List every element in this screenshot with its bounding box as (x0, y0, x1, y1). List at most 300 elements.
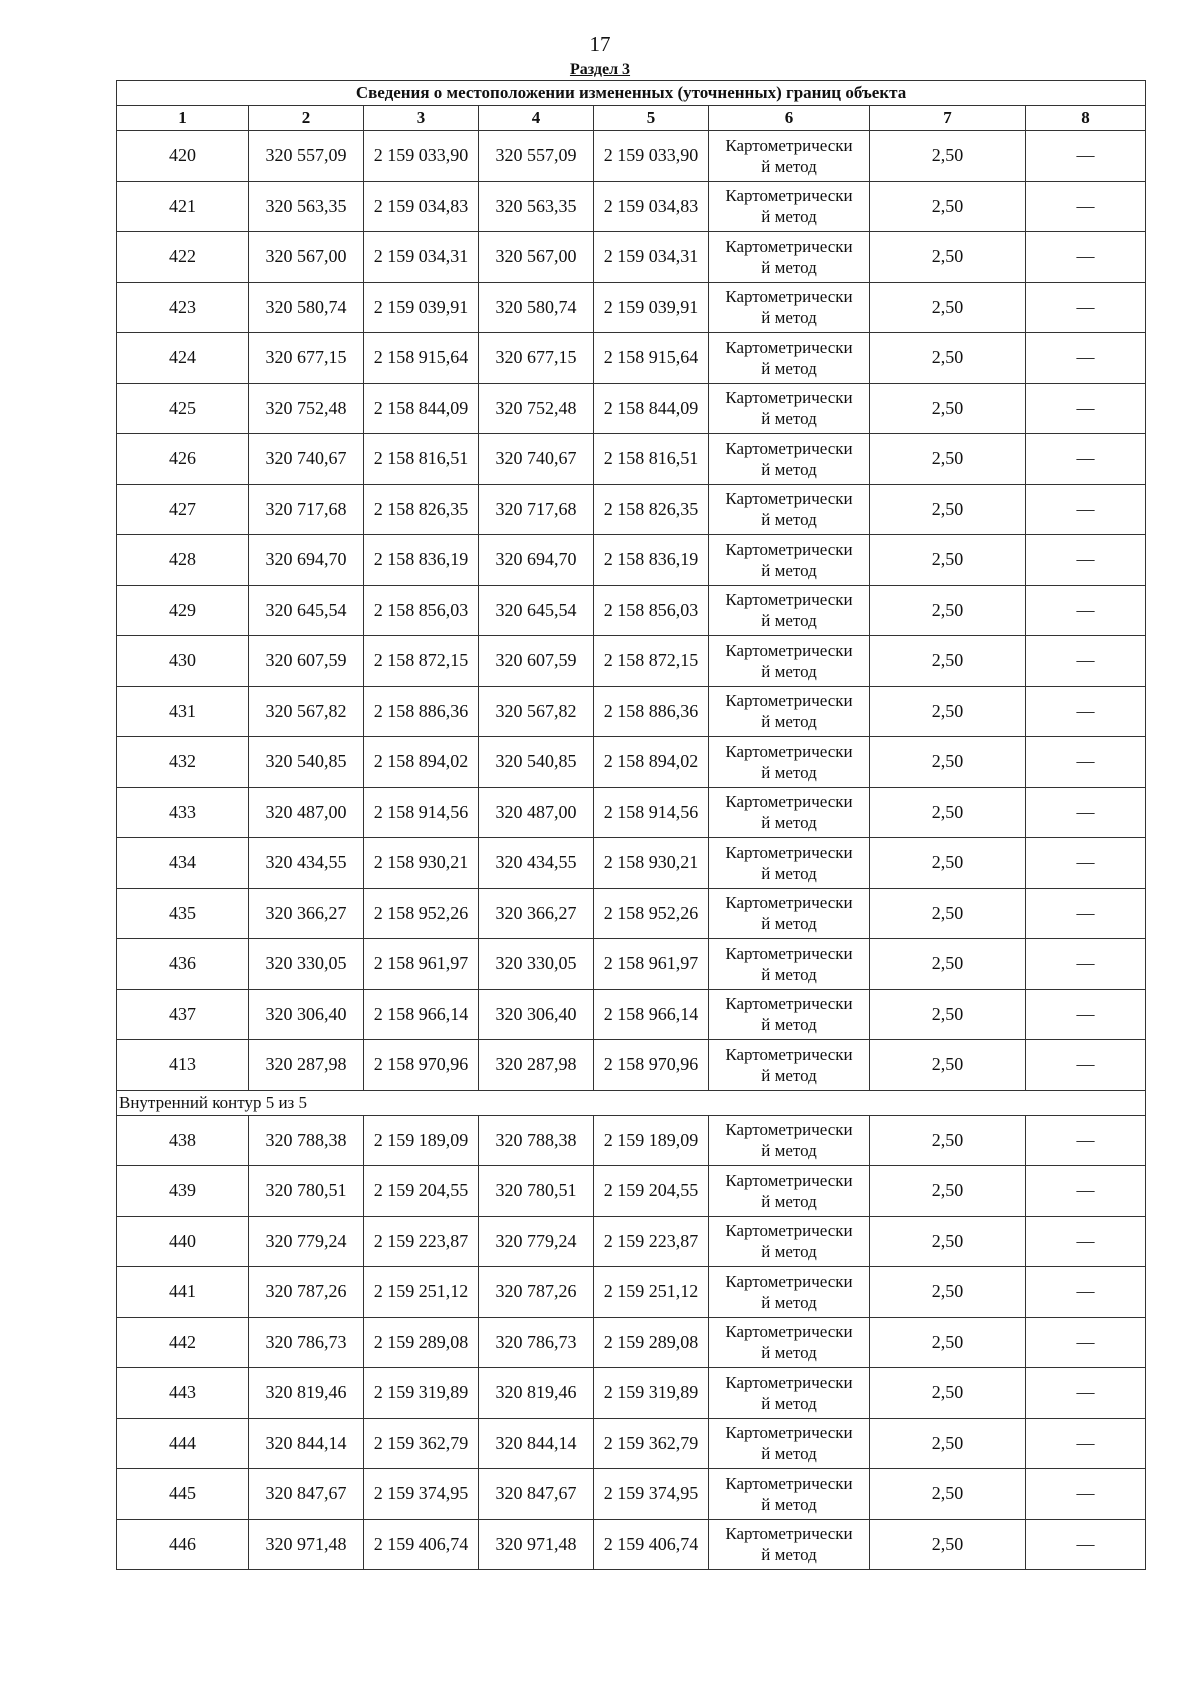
new-y-cell: 2 159 034,83 (594, 181, 709, 232)
existing-x-cell: 320 844,14 (249, 1418, 364, 1469)
column-number: 6 (709, 106, 870, 131)
existing-y-cell: 2 158 844,09 (364, 383, 479, 434)
method-text-line2: й метод (761, 560, 817, 580)
new-y-cell: 2 159 406,74 (594, 1519, 709, 1570)
new-x-cell: 320 366,27 (479, 888, 594, 939)
existing-y-cell: 2 158 856,03 (364, 585, 479, 636)
description-cell: — (1026, 686, 1146, 737)
precision-cell: 2,50 (870, 131, 1026, 182)
table-row (117, 585, 1146, 636)
new-x-cell: 320 330,05 (479, 939, 594, 990)
point-number-cell: 426 (117, 434, 249, 485)
method-text-line2: й метод (761, 1065, 817, 1085)
method-text-line2: й метод (761, 1141, 817, 1161)
point-number-cell: 437 (117, 989, 249, 1040)
existing-x-cell: 320 487,00 (249, 787, 364, 838)
method-cell (709, 1267, 870, 1318)
description-cell: — (1026, 1267, 1146, 1318)
new-y-cell: 2 158 914,56 (594, 787, 709, 838)
existing-x-cell: 320 694,70 (249, 535, 364, 586)
method-text-line2: й метод (761, 813, 817, 833)
column-number: 4 (479, 106, 594, 131)
table-row (117, 1469, 1146, 1520)
method-cell (709, 1115, 870, 1166)
precision-cell: 2,50 (870, 484, 1026, 535)
method-text-line1: Картометрически (725, 1120, 853, 1140)
point-number-cell: 425 (117, 383, 249, 434)
column-number: 8 (1026, 106, 1146, 131)
table-row (117, 1166, 1146, 1217)
precision-cell: 2,50 (870, 1368, 1026, 1419)
point-number-cell: 429 (117, 585, 249, 636)
description-cell: — (1026, 939, 1146, 990)
method-text-line2: й метод (761, 257, 817, 277)
method-cell (709, 787, 870, 838)
new-y-cell: 2 158 930,21 (594, 838, 709, 889)
precision-cell: 2,50 (870, 1519, 1026, 1570)
point-number-cell: 441 (117, 1267, 249, 1318)
new-x-cell: 320 563,35 (479, 181, 594, 232)
new-y-cell: 2 159 362,79 (594, 1418, 709, 1469)
existing-y-cell: 2 158 886,36 (364, 686, 479, 737)
new-y-cell: 2 158 894,02 (594, 737, 709, 788)
description-cell: — (1026, 1040, 1146, 1091)
precision-cell: 2,50 (870, 282, 1026, 333)
existing-y-cell: 2 158 914,56 (364, 787, 479, 838)
new-y-cell: 2 158 844,09 (594, 383, 709, 434)
existing-y-cell: 2 159 189,09 (364, 1115, 479, 1166)
new-x-cell: 320 787,26 (479, 1267, 594, 1318)
method-cell (709, 282, 870, 333)
precision-cell: 2,50 (870, 989, 1026, 1040)
method-cell (709, 1519, 870, 1570)
method-text-line2: й метод (761, 611, 817, 631)
point-number-cell: 443 (117, 1368, 249, 1419)
description-cell: — (1026, 1216, 1146, 1267)
new-y-cell: 2 159 223,87 (594, 1216, 709, 1267)
table-row (117, 535, 1146, 586)
precision-cell: 2,50 (870, 888, 1026, 939)
existing-x-cell: 320 287,98 (249, 1040, 364, 1091)
method-cell (709, 989, 870, 1040)
precision-cell: 2,50 (870, 1267, 1026, 1318)
method-cell (709, 1166, 870, 1217)
precision-cell: 2,50 (870, 1040, 1026, 1091)
new-x-cell: 320 780,51 (479, 1166, 594, 1217)
existing-y-cell: 2 158 915,64 (364, 333, 479, 384)
method-cell (709, 888, 870, 939)
table-row (117, 888, 1146, 939)
existing-x-cell: 320 971,48 (249, 1519, 364, 1570)
existing-y-cell: 2 158 816,51 (364, 434, 479, 485)
precision-cell: 2,50 (870, 737, 1026, 788)
method-text-line1: Картометрически (725, 1271, 853, 1291)
existing-x-cell: 320 787,26 (249, 1267, 364, 1318)
existing-x-cell: 320 306,40 (249, 989, 364, 1040)
method-text-line1: Картометрически (725, 135, 853, 155)
method-text-line1: Картометрически (725, 1322, 853, 1342)
table-row (117, 939, 1146, 990)
existing-x-cell: 320 563,35 (249, 181, 364, 232)
new-y-cell: 2 159 374,95 (594, 1469, 709, 1520)
column-number: 7 (870, 106, 1026, 131)
existing-x-cell: 320 607,59 (249, 636, 364, 687)
point-number-cell: 433 (117, 787, 249, 838)
method-text-line2: й метод (761, 459, 817, 479)
new-y-cell: 2 158 856,03 (594, 585, 709, 636)
method-text-line1: Картометрически (725, 236, 853, 256)
point-number-cell: 423 (117, 282, 249, 333)
point-number-cell: 421 (117, 181, 249, 232)
new-x-cell: 320 717,68 (479, 484, 594, 535)
new-x-cell: 320 752,48 (479, 383, 594, 434)
existing-y-cell: 2 158 966,14 (364, 989, 479, 1040)
description-cell: — (1026, 484, 1146, 535)
existing-y-cell: 2 159 374,95 (364, 1469, 479, 1520)
table-row (117, 282, 1146, 333)
new-x-cell: 320 847,67 (479, 1469, 594, 1520)
method-cell (709, 484, 870, 535)
method-text-line2: й метод (761, 358, 817, 378)
method-text-line2: й метод (761, 1015, 817, 1035)
description-cell: — (1026, 131, 1146, 182)
method-cell (709, 737, 870, 788)
description-cell: — (1026, 989, 1146, 1040)
new-y-cell: 2 159 033,90 (594, 131, 709, 182)
column-number: 1 (117, 106, 249, 131)
existing-x-cell: 320 788,38 (249, 1115, 364, 1166)
existing-y-cell: 2 158 952,26 (364, 888, 479, 939)
existing-x-cell: 320 752,48 (249, 383, 364, 434)
existing-y-cell: 2 159 251,12 (364, 1267, 479, 1318)
existing-x-cell: 320 366,27 (249, 888, 364, 939)
method-text-line2: й метод (761, 964, 817, 984)
method-text-line2: й метод (761, 1343, 817, 1363)
new-y-cell: 2 158 970,96 (594, 1040, 709, 1091)
precision-cell: 2,50 (870, 181, 1026, 232)
table-row (117, 1519, 1146, 1570)
description-cell: — (1026, 1317, 1146, 1368)
point-number-cell: 438 (117, 1115, 249, 1166)
existing-y-cell: 2 159 033,90 (364, 131, 479, 182)
method-text-line1: Картометрически (725, 1044, 853, 1064)
existing-y-cell: 2 158 961,97 (364, 939, 479, 990)
method-text-line1: Картометрически (725, 539, 853, 559)
description-cell: — (1026, 787, 1146, 838)
new-x-cell: 320 540,85 (479, 737, 594, 788)
method-cell (709, 1418, 870, 1469)
description-cell: — (1026, 1368, 1146, 1419)
method-cell (709, 939, 870, 990)
method-cell (709, 686, 870, 737)
new-x-cell: 320 971,48 (479, 1519, 594, 1570)
precision-cell: 2,50 (870, 333, 1026, 384)
description-cell: — (1026, 1469, 1146, 1520)
existing-y-cell: 2 159 223,87 (364, 1216, 479, 1267)
table-row (117, 434, 1146, 485)
method-text-line1: Картометрически (725, 943, 853, 963)
point-number-cell: 430 (117, 636, 249, 687)
point-number-cell: 432 (117, 737, 249, 788)
new-y-cell: 2 159 319,89 (594, 1368, 709, 1419)
new-x-cell: 320 557,09 (479, 131, 594, 182)
new-y-cell: 2 158 966,14 (594, 989, 709, 1040)
existing-y-cell: 2 159 289,08 (364, 1317, 479, 1368)
precision-cell: 2,50 (870, 1469, 1026, 1520)
method-text-line2: й метод (761, 914, 817, 934)
new-x-cell: 320 844,14 (479, 1418, 594, 1469)
table-row (117, 333, 1146, 384)
method-text-line2: й метод (761, 661, 817, 681)
table-row (117, 484, 1146, 535)
method-text-line1: Картометрически (725, 489, 853, 509)
table-row (117, 1267, 1146, 1318)
precision-cell: 2,50 (870, 1418, 1026, 1469)
method-text-line2: й метод (761, 156, 817, 176)
point-number-cell: 420 (117, 131, 249, 182)
table-row (117, 989, 1146, 1040)
method-text-line2: й метод (761, 1292, 817, 1312)
contour-label-row (117, 1090, 1146, 1115)
section-title: Раздел 3 (569, 61, 631, 78)
contour-label: Внутренний контур 5 из 5 (117, 1090, 1146, 1115)
description-cell: — (1026, 535, 1146, 586)
new-y-cell: 2 158 915,64 (594, 333, 709, 384)
existing-x-cell: 320 780,51 (249, 1166, 364, 1217)
new-y-cell: 2 158 826,35 (594, 484, 709, 535)
point-number-cell: 435 (117, 888, 249, 939)
table-row (117, 383, 1146, 434)
new-x-cell: 320 306,40 (479, 989, 594, 1040)
new-y-cell: 2 159 289,08 (594, 1317, 709, 1368)
point-number-cell: 431 (117, 686, 249, 737)
method-text-line2: й метод (761, 1494, 817, 1514)
existing-x-cell: 320 786,73 (249, 1317, 364, 1368)
existing-y-cell: 2 159 204,55 (364, 1166, 479, 1217)
point-number-cell: 440 (117, 1216, 249, 1267)
precision-cell: 2,50 (870, 383, 1026, 434)
precision-cell: 2,50 (870, 636, 1026, 687)
method-text-line2: й метод (761, 1393, 817, 1413)
existing-x-cell: 320 580,74 (249, 282, 364, 333)
table-row (117, 1418, 1146, 1469)
existing-y-cell: 2 158 826,35 (364, 484, 479, 535)
new-y-cell: 2 159 251,12 (594, 1267, 709, 1318)
new-x-cell: 320 487,00 (479, 787, 594, 838)
description-cell: — (1026, 838, 1146, 889)
method-text-line2: й метод (761, 1191, 817, 1211)
new-x-cell: 320 740,67 (479, 434, 594, 485)
table-row (117, 686, 1146, 737)
precision-cell: 2,50 (870, 232, 1026, 283)
method-cell (709, 636, 870, 687)
point-number-cell: 413 (117, 1040, 249, 1091)
method-text-line1: Картометрически (725, 1524, 853, 1544)
method-text-line2: й метод (761, 510, 817, 530)
table-caption-row (117, 81, 1146, 106)
table-row (117, 131, 1146, 182)
description-cell: — (1026, 1166, 1146, 1217)
point-number-cell: 434 (117, 838, 249, 889)
method-text-line1: Картометрически (725, 640, 853, 660)
description-cell: — (1026, 282, 1146, 333)
precision-cell: 2,50 (870, 1317, 1026, 1368)
precision-cell: 2,50 (870, 939, 1026, 990)
existing-x-cell: 320 717,68 (249, 484, 364, 535)
description-cell: — (1026, 232, 1146, 283)
new-x-cell: 320 788,38 (479, 1115, 594, 1166)
existing-x-cell: 320 677,15 (249, 333, 364, 384)
method-text-line2: й метод (761, 712, 817, 732)
method-text-line2: й метод (761, 1242, 817, 1262)
method-text-line1: Картометрически (725, 590, 853, 610)
method-cell (709, 1040, 870, 1091)
table-row (117, 838, 1146, 889)
method-text-line2: й метод (761, 1545, 817, 1565)
existing-y-cell: 2 158 894,02 (364, 737, 479, 788)
new-y-cell: 2 158 836,19 (594, 535, 709, 586)
existing-x-cell: 320 645,54 (249, 585, 364, 636)
existing-x-cell: 320 434,55 (249, 838, 364, 889)
method-text-line1: Картометрически (725, 792, 853, 812)
method-cell (709, 1469, 870, 1520)
method-cell (709, 1317, 870, 1368)
new-x-cell: 320 567,00 (479, 232, 594, 283)
existing-y-cell: 2 159 319,89 (364, 1368, 479, 1419)
precision-cell: 2,50 (870, 1115, 1026, 1166)
method-cell (709, 131, 870, 182)
new-y-cell: 2 158 952,26 (594, 888, 709, 939)
precision-cell: 2,50 (870, 686, 1026, 737)
table-row (117, 1368, 1146, 1419)
method-text-line1: Картометрически (725, 1221, 853, 1241)
new-x-cell: 320 677,15 (479, 333, 594, 384)
existing-y-cell: 2 159 362,79 (364, 1418, 479, 1469)
method-text-line2: й метод (761, 1444, 817, 1464)
point-number-cell: 427 (117, 484, 249, 535)
point-number-cell: 444 (117, 1418, 249, 1469)
point-number-cell: 424 (117, 333, 249, 384)
method-text-line2: й метод (761, 207, 817, 227)
new-x-cell: 320 287,98 (479, 1040, 594, 1091)
existing-x-cell: 320 779,24 (249, 1216, 364, 1267)
method-cell (709, 333, 870, 384)
new-x-cell: 320 645,54 (479, 585, 594, 636)
existing-y-cell: 2 159 034,83 (364, 181, 479, 232)
existing-x-cell: 320 540,85 (249, 737, 364, 788)
method-text-line1: Картометрически (725, 741, 853, 761)
description-cell: — (1026, 333, 1146, 384)
new-y-cell: 2 159 039,91 (594, 282, 709, 333)
method-cell (709, 838, 870, 889)
point-number-cell: 422 (117, 232, 249, 283)
table-row (117, 181, 1146, 232)
description-cell: — (1026, 888, 1146, 939)
table-caption: Сведения о местоположении измененных (уточненных) границ объекта (117, 81, 1146, 106)
description-cell: — (1026, 383, 1146, 434)
point-number-cell: 445 (117, 1469, 249, 1520)
new-y-cell: 2 159 189,09 (594, 1115, 709, 1166)
existing-x-cell: 320 740,67 (249, 434, 364, 485)
method-text-line1: Картометрически (725, 438, 853, 458)
existing-x-cell: 320 847,67 (249, 1469, 364, 1520)
method-cell (709, 535, 870, 586)
description-cell: — (1026, 636, 1146, 687)
description-cell: — (1026, 434, 1146, 485)
precision-cell: 2,50 (870, 434, 1026, 485)
column-number: 5 (594, 106, 709, 131)
point-number-cell: 428 (117, 535, 249, 586)
method-cell (709, 1368, 870, 1419)
method-text-line1: Картометрически (725, 287, 853, 307)
description-cell: — (1026, 585, 1146, 636)
description-cell: — (1026, 181, 1146, 232)
point-number-cell: 446 (117, 1519, 249, 1570)
coordinates-table (116, 80, 1146, 1570)
existing-x-cell: 320 567,82 (249, 686, 364, 737)
method-text-line1: Картометрически (725, 893, 853, 913)
precision-cell: 2,50 (870, 535, 1026, 586)
point-number-cell: 436 (117, 939, 249, 990)
new-y-cell: 2 158 961,97 (594, 939, 709, 990)
new-y-cell: 2 159 204,55 (594, 1166, 709, 1217)
existing-y-cell: 2 158 872,15 (364, 636, 479, 687)
column-number: 3 (364, 106, 479, 131)
column-number: 2 (249, 106, 364, 131)
table-row (117, 1317, 1146, 1368)
new-y-cell: 2 158 816,51 (594, 434, 709, 485)
column-number-row (117, 106, 1146, 131)
method-text-line1: Картометрически (725, 186, 853, 206)
new-x-cell: 320 580,74 (479, 282, 594, 333)
new-y-cell: 2 159 034,31 (594, 232, 709, 283)
table-row (117, 232, 1146, 283)
point-number-cell: 442 (117, 1317, 249, 1368)
method-text-line1: Картометрически (725, 337, 853, 357)
point-number-cell: 439 (117, 1166, 249, 1217)
method-text-line1: Картометрически (725, 842, 853, 862)
precision-cell: 2,50 (870, 1166, 1026, 1217)
table-row (117, 1216, 1146, 1267)
description-cell: — (1026, 1519, 1146, 1570)
table-row (117, 1040, 1146, 1091)
existing-y-cell: 2 158 970,96 (364, 1040, 479, 1091)
method-cell (709, 232, 870, 283)
existing-x-cell: 320 567,00 (249, 232, 364, 283)
table-row (117, 1115, 1146, 1166)
new-x-cell: 320 779,24 (479, 1216, 594, 1267)
description-cell: — (1026, 1418, 1146, 1469)
method-cell (709, 1216, 870, 1267)
table-row (117, 636, 1146, 687)
existing-y-cell: 2 158 836,19 (364, 535, 479, 586)
new-y-cell: 2 158 886,36 (594, 686, 709, 737)
precision-cell: 2,50 (870, 585, 1026, 636)
existing-x-cell: 320 330,05 (249, 939, 364, 990)
method-text-line2: й метод (761, 762, 817, 782)
precision-cell: 2,50 (870, 838, 1026, 889)
existing-y-cell: 2 159 406,74 (364, 1519, 479, 1570)
method-cell (709, 585, 870, 636)
description-cell: — (1026, 1115, 1146, 1166)
new-y-cell: 2 158 872,15 (594, 636, 709, 687)
method-text-line1: Картометрически (725, 1372, 853, 1392)
existing-x-cell: 320 557,09 (249, 131, 364, 182)
new-x-cell: 320 786,73 (479, 1317, 594, 1368)
method-text-line1: Картометрически (725, 388, 853, 408)
existing-x-cell: 320 819,46 (249, 1368, 364, 1419)
method-cell (709, 383, 870, 434)
